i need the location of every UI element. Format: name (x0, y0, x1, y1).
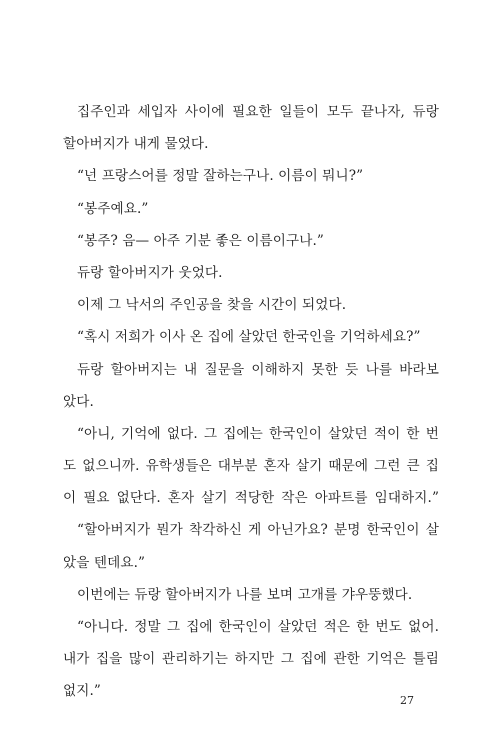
text-line: 도 없으니까. 유학생들은 대부분 혼자 살기 때문에 그런 큰 집 (63, 458, 439, 475)
page-number: 27 (400, 694, 414, 707)
text-line: 집주인과 세입자 사이에 필요한 일들이 모두 끝나자, 듀랑 (77, 104, 439, 120)
text-line: “혹시 저희가 이사 온 집에 살았던 한국인을 기억하세요?” (77, 329, 421, 346)
body-text (63, 96, 439, 708)
text-line: 이 필요 없단다. 혼자 살기 적당한 작은 아파트를 임대하지.” (63, 490, 439, 507)
text-line: “넌 프랑스어를 정말 잘하는구나. 이름이 뭐니?” (77, 168, 364, 185)
text-line: 았다. (63, 393, 94, 410)
text-line: “할아버지가 뭔가 착각하신 게 아닌가요? 분명 한국인이 살 (77, 522, 439, 539)
text-line: 이제 그 낙서의 주인공을 찾을 시간이 되었다. (77, 297, 347, 314)
text-line: “봉주? 음— 아주 기분 좋은 이름이구나.” (77, 232, 324, 249)
text-line: “아니다. 정말 그 집에 한국인이 살았던 적은 한 번도 없어. (77, 619, 439, 635)
text-line: 듀랑 할아버지가 웃었다. (77, 264, 223, 281)
text-line: 이번에는 듀랑 할아버지가 나를 보며 고개를 갸우뚱했다. (77, 586, 413, 603)
text-line: 내가 집을 많이 관리하기는 하지만 그 집에 관한 기억은 틀림 (63, 651, 439, 668)
text-line: 았을 텐데요.” (63, 554, 146, 571)
text-line: 할아버지가 내게 물었다. (63, 136, 209, 153)
text-line: “봉주예요.” (77, 200, 149, 217)
text-line: 듀랑 할아버지는 내 질문을 이해하지 못한 듯 나를 바라보 (77, 361, 439, 378)
text-line: “아니, 기억에 없다. 그 집에는 한국인이 살았던 적이 한 번 (77, 425, 439, 442)
text-line: 없지.” (63, 683, 101, 700)
